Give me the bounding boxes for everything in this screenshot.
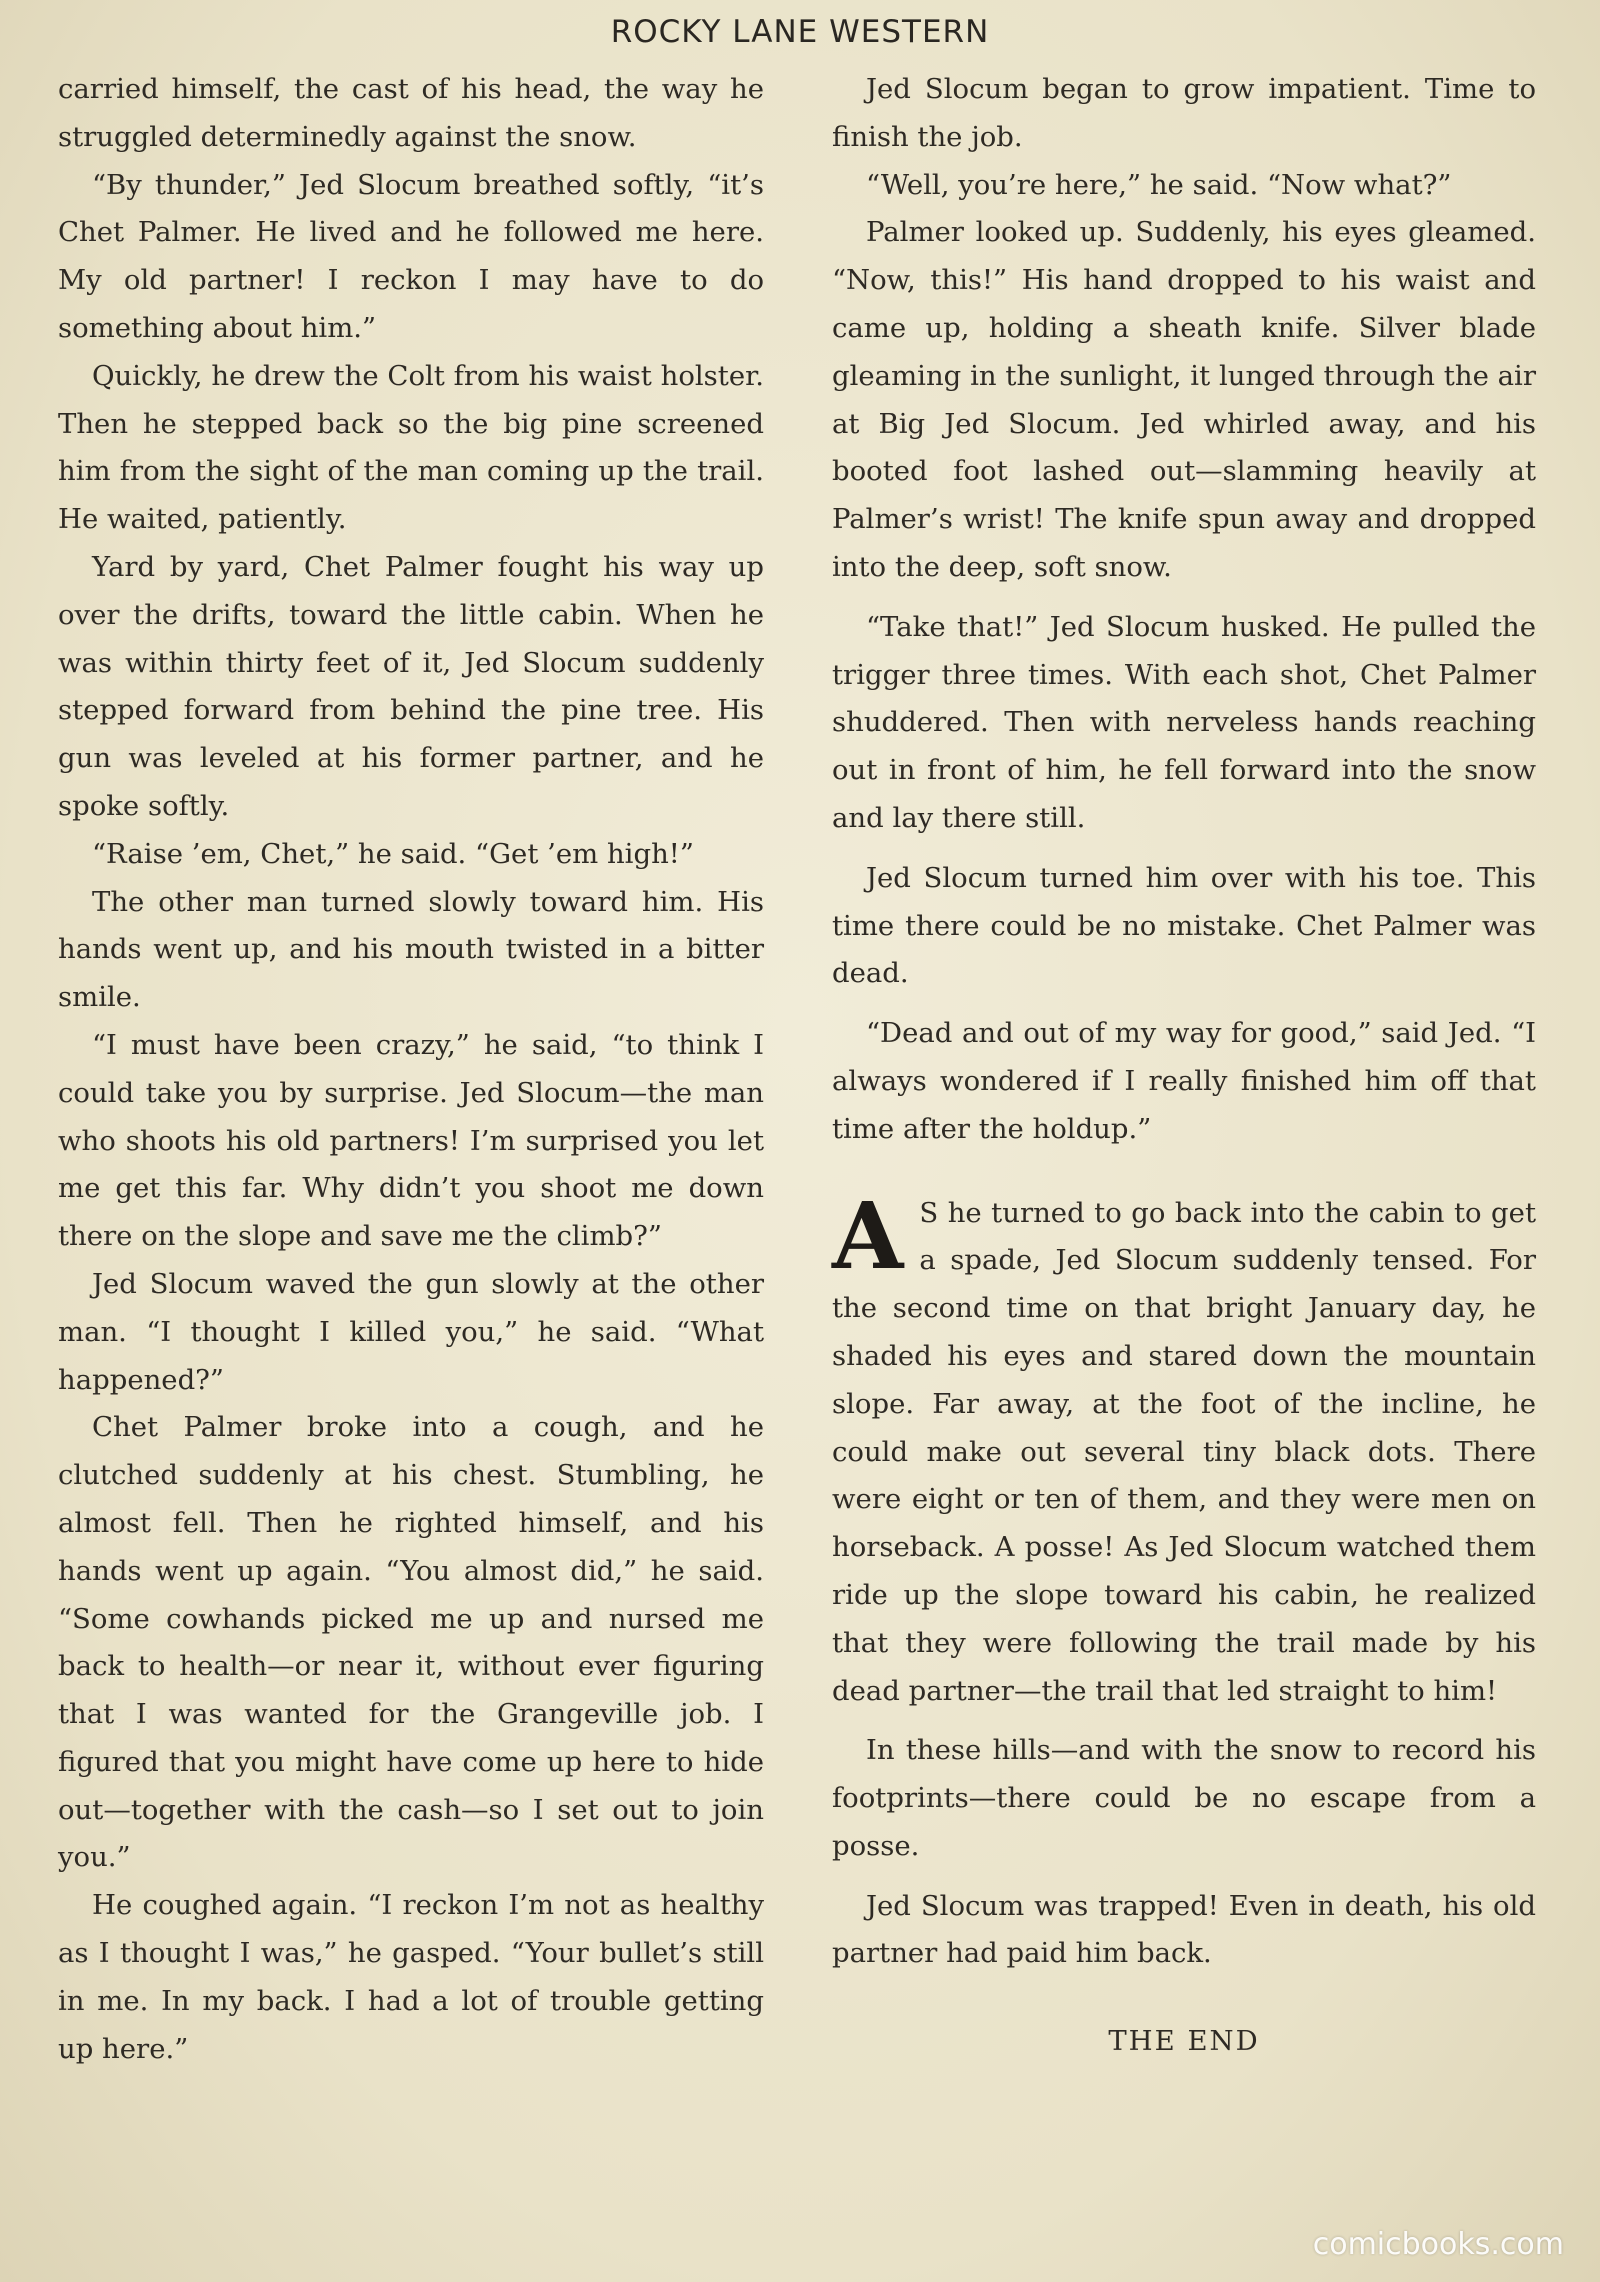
paragraph: Yard by yard, Chet Palmer fought his way up over the drifts, toward the little cabin. When he was within thirty feet of it, Jed Slocum suddenly stepped forward from behind the pine tree. His gun was leveled at his former partner, and he spoke softly.	[58, 550, 764, 822]
paragraph: In these hills—and with the snow to record his footprints—there could be no escape from a posse.	[832, 1734, 1536, 1862]
paragraph: “Well, you’re here,” he said. “Now what?”	[866, 168, 1452, 201]
paragraph: Jed Slocum began to grow impatient. Time to finish the job.	[832, 73, 1536, 153]
right-column	[832, 66, 1536, 2066]
drop-cap: A	[832, 1181, 904, 1290]
paragraph: Jed Slocum was trapped! Even in death, his old partner had paid him back.	[832, 1889, 1536, 1970]
paragraph: The other man turned slowly toward him. His hands went up, and his mouth twisted in a bitter smile.	[58, 885, 764, 1014]
paragraph: Palmer looked up. Suddenly, his eyes gleamed. “Now, this!” His hand dropped to his waist and came up, holding a sheath knife. Silver blade gleaming in the sunlight, it lunged through the air at Big Jed Slocum. Jed whirled away, and his booted foot lashed out—slamming heavily at Palmer’s wrist! The knife spun away and dropped into the deep, soft snow.	[832, 216, 1536, 583]
paragraph: “Raise ’em, Chet,” he said. “Get ’em high!”	[92, 837, 694, 870]
the-end-label: THE END	[1108, 2025, 1260, 2058]
running-head: ROCKY LANE WESTERN	[610, 14, 990, 50]
left-column	[58, 66, 764, 2073]
paragraph: He coughed again. “I reckon I’m not as healthy as I thought I was,” he gasped. “Your bullet’s still in me. In my back. I had a lot of trouble getting up here.”	[58, 1889, 764, 2065]
watermark: comicbooks.com	[1312, 2227, 1564, 2262]
paragraph: “Take that!” Jed Slocum husked. He pulled the trigger three times. With each shot, Chet Palmer shuddered. Then with nerveless hands reaching out in front of him, he fell forward into the snow and lay there still.	[832, 610, 1536, 834]
paragraph: Jed Slocum waved the gun slowly at the other man. “I thought I killed you,” he said. “What happened?”	[58, 1267, 764, 1396]
paragraph: carried himself, the cast of his head, the way he struggled determinedly against the snow.	[58, 73, 764, 153]
paragraph: “Dead and out of my way for good,” said Jed. “I always wondered if I really finished him off that time after the holdup.”	[832, 1017, 1536, 1145]
paragraph: Chet Palmer broke into a cough, and he clutched suddenly at his chest. Stumbling, he almost fell. Then he righted himself, and his hands went up again. “You almost did,” he said. “Some cowhands picked me up and nursed me back to health—or near it, without ever figuring that I was wanted for the Grangeville job. I figured that you might have come up here to hide out—together with the cash—so I set out to join you.”	[58, 1411, 764, 1874]
paragraph: “I must have been crazy,” he said, “to think I could take you by surprise. Jed Slocum—the man who shoots his old partners! I’m surprised you let me get this far. Why didn’t you shoot me down there on the slope and save me the climb?”	[58, 1028, 764, 1253]
paragraph: Jed Slocum turned him over with his toe. This time there could be no mistake. Chet Palmer was dead.	[832, 861, 1536, 990]
paragraph-text: S he turned to go back into the cabin to get a spade, Jed Slocum suddenly tensed. For the second time on that bright January day, he shaded his eyes and stared down the mountain slope. Far away, at the foot of the incline, he could make out several tiny black dots. There were eight or ten of them, and they were men on horseback. A posse! As Jed Slocum watched them ride up the slope toward his cabin, he realized that they were following the trail made by his dead partner—the trail that led straight to him!	[832, 1196, 1536, 1707]
paragraph: Quickly, he drew the Colt from his waist holster. Then he stepped back so the big pine screened him from the sight of the man coming up the trail. He waited, patiently.	[58, 359, 764, 536]
paragraph: “By thunder,” Jed Slocum breathed softly, “it’s Chet Palmer. He lived and he followed me here. My old partner! I reckon I may have to do something about him.”	[58, 168, 764, 344]
section-opening-paragraph	[832, 1181, 1536, 1716]
